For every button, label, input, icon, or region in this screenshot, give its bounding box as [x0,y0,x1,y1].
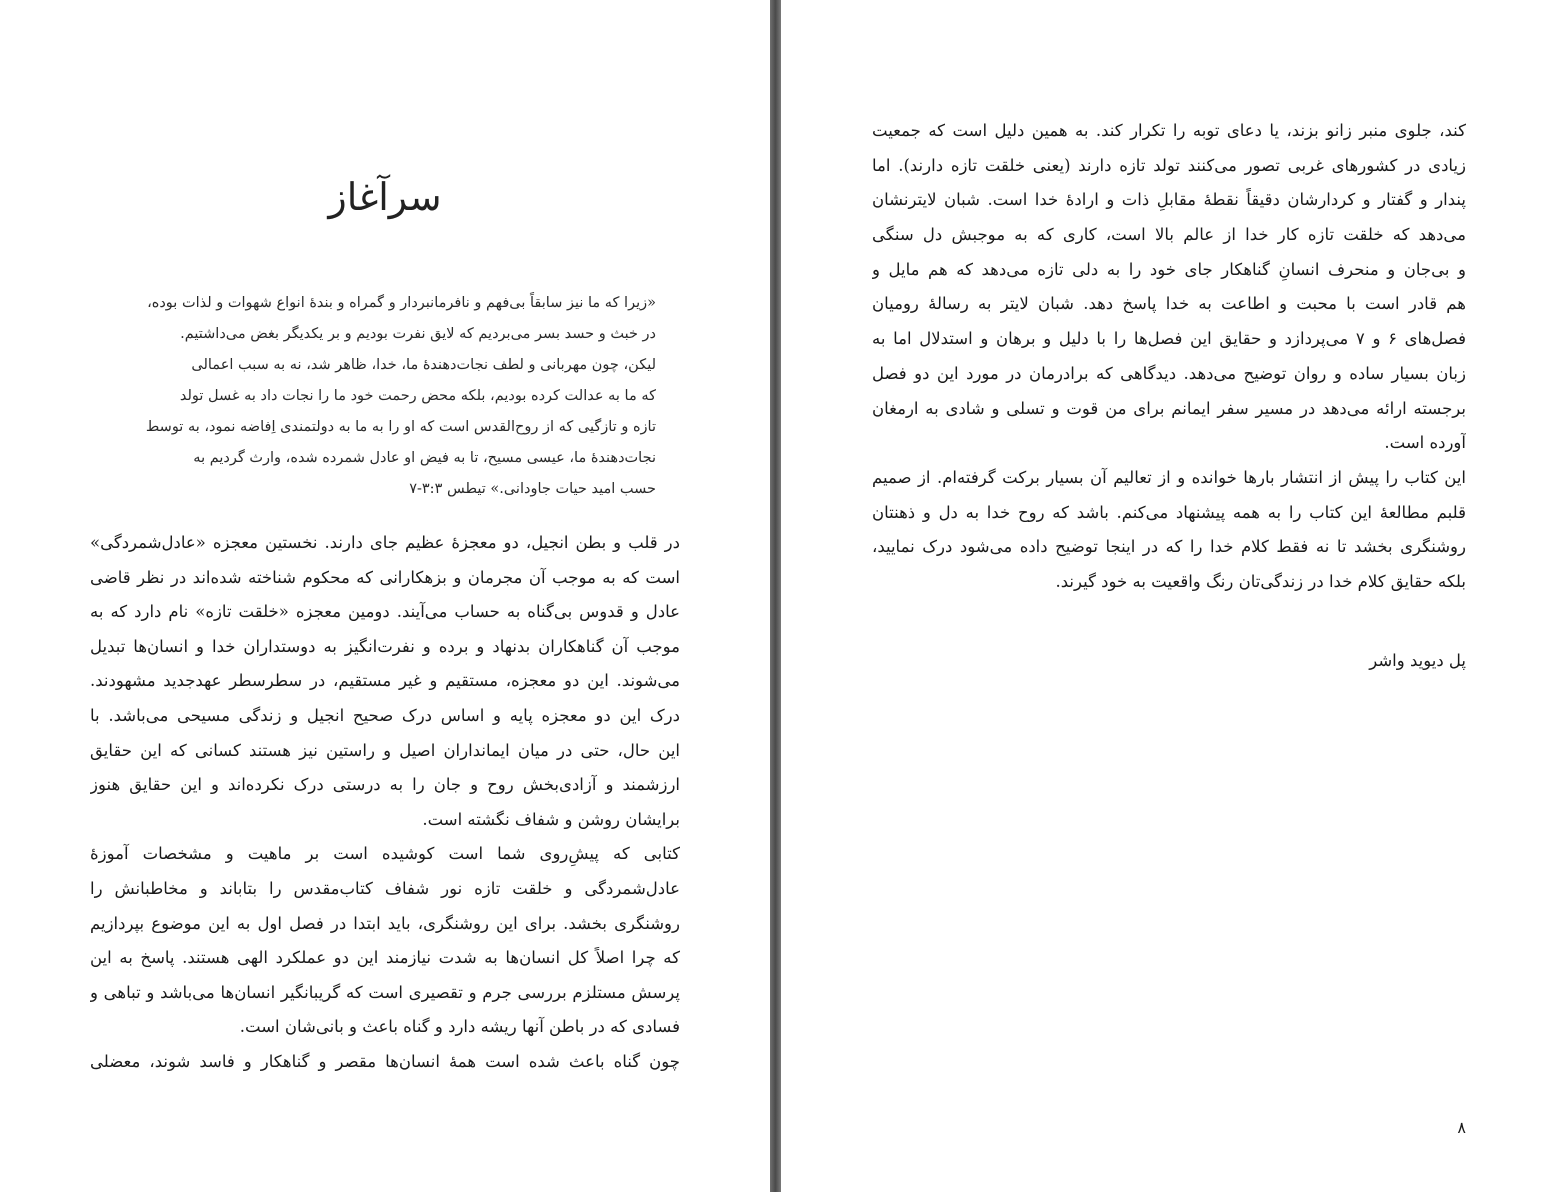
left-body-text [90,526,680,1080]
chapter-title: سرآغاز [328,175,442,219]
body-line: روشنگری بخشد. برای این روشنگری، باید ابتدا در فصل اول به این موضوع بپردازیم [90,913,680,933]
body-line: چون گناه باعث شده است همهٔ انسان‌ها مقصر و گناهکار و فاسد شوند، معضلی [90,1051,680,1071]
body-line: عادل و قدوس بی‌گناه به حساب می‌آیند. دومین معجزه «خلقت تازه» نام دارد که به [90,602,680,622]
body-line: فصل‌های ۶ و ۷ می‌پردازد و حقایق این فصل‌ها را با دلیل و برهان و استدلال اما به [872,329,1466,349]
body-line: موجب آن گناهکاران بدنهاد و برده و نفرت‌انگیز به دوستداران خدا و انسان‌ها تبدیل [90,636,680,656]
body-line: کتابی که پیش‌ِروی شما است کوشیده است بر ماهیت و مشخصات آموزهٔ [90,844,680,864]
body-line: بلکه حقایق کلام خدا در زندگی‌تان رنگ واقعیت به خود گیرند. [1055,571,1466,591]
epigraph-line: نجات‌دهندهٔ ما، عیسی مسیح، تا به فیض او عادل شمرده شده، وارث گردیم به [193,450,656,466]
body-line: می‌دهد که خلقت تازه کار خدا از عالم بالا است، کاری که به موجبش دل سنگی [872,225,1466,245]
body-line: آورده است. [1384,433,1466,453]
body-line: فسادی که در باطن آنها ریشه دارد و گناه باعث و بانی‌شان است. [239,1017,680,1037]
body-line: است که به موجب آن مجرمان و بزهکارانی که محکوم شناخته شده‌اند در نظر قاضی [90,567,680,587]
body-line: و بی‌جان و منحرف انسانِ گناهکار جای خود را به دلی تازه می‌دهد که هم مایل و [872,259,1466,279]
body-line: برجسته ارائه می‌دهد در مسیر سفر ایمانم برای من قوت و تسلی و شادی به ارمغان [872,398,1466,418]
epigraph-line: «زیرا که ما نیز سابقاً بی‌فهم و نافرمانبردار و گمراه و بندهٔ انواع شهوات و لذات بوده، [147,295,656,311]
body-line: زبان بسیار ساده و روان توضیح می‌دهد. دیدگاهی که برادرمان در مورد این دو فصل [872,363,1466,383]
body-line: این کتاب را پیش از انتشار بارها خوانده و از تعالیم آن بسیار برکت گرفته‌ام. از صمیم [872,467,1466,487]
body-line: می‌شوند. این دو معجزه، مستقیم و غیر مستقیم، در سطرسطر عهدجدید مشهودند. [90,671,680,691]
body-line: درک این دو معجزه پایه و اساس درک صحیح انجیل و زندگی مسیحی می‌باشد. با [90,705,680,725]
epigraph-line: که ما به عدالت کرده بودیم، بلکه محض رحمت خود ما را نجات داد به غسل تولد [179,388,656,404]
body-line: در قلب و بطن انجیل، دو معجزهٔ عظیم جای دارند. نخستین معجزه «عادل‌شمردگی» [90,533,680,552]
body-line: هم قادر است با محبت و اطاعت به خدا پاسخ دهد. شبان لایتر به رسالهٔ رومیان [872,294,1466,314]
page-number: ۸ [1457,1118,1466,1137]
body-line: این حال، حتی در میان ایمانداران اصیل و راستین نیز هستند کسانی که این حقایق [90,740,680,760]
right-body-text [872,114,1466,600]
body-line: عادل‌شمردگی و خلقت تازه نور شفاف کتاب‌مقدس را بتاباند و مخاطبانش را [90,878,680,898]
body-line: پندار و گفتار و کردارشان دقیقاً نقطهٔ مقابلِ ذات و ارادهٔ خدا است. شبان لایترنشان [872,190,1466,210]
epigraph-line: تازه و تازگیی که از روح‌القدس است که او را به ما به دولتمندی اِفاضه نمود، به توسط [145,419,656,435]
left-page [0,0,770,1192]
epigraph-reference-line: حسب امید حیات جاودانی.» تیطس ۳:۳-۷ [409,481,656,497]
body-line: که چرا اصلاً کل انسان‌ها به شدت نیازمند این دو عملکرد الهی هستند. پاسخ به این [90,948,680,968]
body-line: کند، جلوی منبر زانو بزند، یا دعای توبه را تکرار کند. به همین دلیل است که جمعیت [872,121,1466,140]
body-line: برایشان روشن و شفاف نگشته است. [422,809,680,829]
epigraph-line: در خبث و حسد بسر می‌بردیم که لایق نفرت بودیم و بر یکدیگر بغض می‌داشتیم. [180,326,656,342]
body-line: ارزشمند و آزادی‌بخش روح و جان را به درستی درک نکرده‌اند و این حقایق هنوز [90,775,680,795]
epigraph-line: لیکن، چون مهربانی و لطف نجات‌دهندهٔ ما، خدا، ظاهر شد، نه به سبب اعمالی [191,357,656,373]
body-line: پرسش مستلزم بررسی جرم و تقصیری است که گریبانگیر انسان‌ها می‌باشد و تباهی و [90,982,680,1002]
book-spine-divider [770,0,781,1192]
epigraph [138,288,656,505]
body-line: قلبم مطالعهٔ این کتاب را به همه پیشنهاد می‌کنم. باشد که روح خدا به دل و ذهنتان [872,502,1466,522]
body-line: زیادی در کشورهای غربی تصور می‌کنند تولد تازه دارند (یعنی خلقت تازه دارند). اما [872,155,1466,175]
body-line: روشنگری بخشد تا نه فقط کلام خدا را که در اینجا توضیح داده می‌شود درک نمایید، [872,537,1466,557]
author-signature: پل دیوید واشر [1369,651,1466,670]
